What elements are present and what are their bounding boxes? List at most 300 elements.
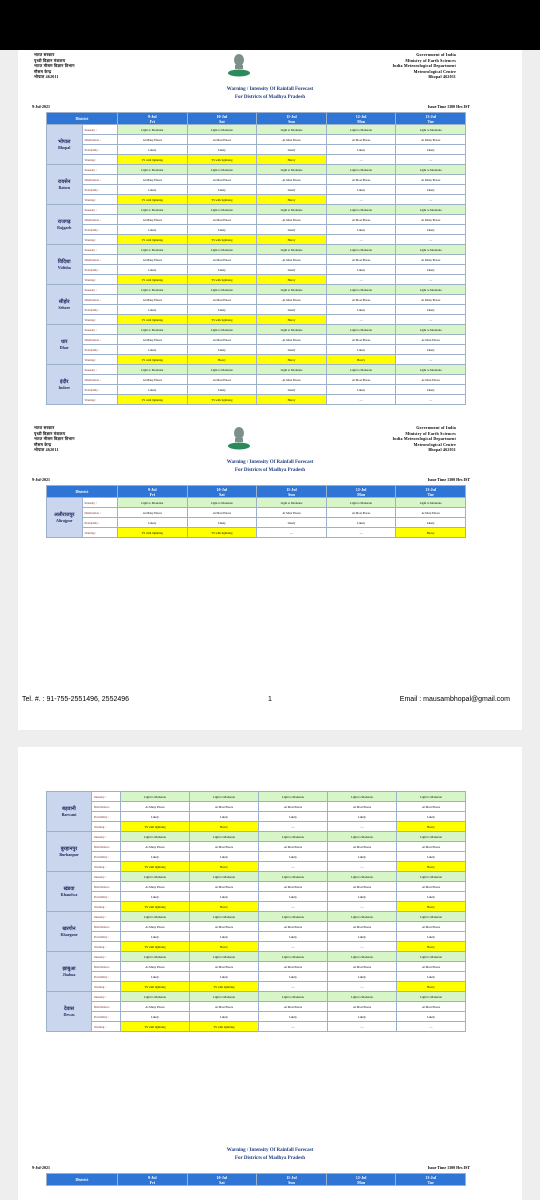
document-page-2 [18, 747, 522, 1200]
column-header-day [396, 486, 466, 498]
forecast-cell: At Most Places [259, 962, 328, 972]
table-row [47, 395, 466, 405]
forecast-cell: — [396, 155, 466, 165]
forecast-cell: — [326, 275, 396, 285]
forecast-cell: Likely [121, 812, 190, 822]
forecast-cell: Light to Moderate [187, 125, 257, 135]
issue-time: Issue Time 1300 Hrs IST [427, 104, 470, 109]
district-name-cell [47, 872, 92, 912]
forecast-cell: TS with lightning [187, 528, 257, 538]
row-label: Warning : [92, 822, 121, 832]
column-weekday: Tue [427, 118, 434, 124]
forecast-cell: Heavy [257, 395, 327, 405]
column-date: 11-Jul [286, 486, 297, 492]
row-label: Distribution : [82, 508, 118, 518]
forecast-cell: Likely [257, 305, 327, 315]
forecast-cell: Likely [257, 385, 327, 395]
forecast-cell: Likely [396, 225, 466, 235]
table-row [47, 932, 466, 942]
forecast-table [46, 791, 466, 1032]
forecast-cell: Likely [118, 145, 188, 155]
forecast-cell: Light to Moderate [118, 245, 188, 255]
district-name-hindi: धार [61, 340, 68, 345]
forecast-cell: — [396, 395, 466, 405]
forecast-cell: Likely [396, 145, 466, 155]
table-row [47, 285, 466, 295]
email: Email : mausambhopal@gmail.com [399, 696, 510, 703]
row-label: Warning : [92, 942, 121, 952]
forecast-cell: At Most Places [259, 882, 328, 892]
district-name-english: Vidisha [57, 265, 71, 270]
row-label: Probability : [92, 1012, 121, 1022]
forecast-cell: At Most Places [187, 175, 257, 185]
forecast-cell: Light to Moderate [259, 912, 328, 922]
forecast-cell: At Most Places [328, 922, 397, 932]
table-row [47, 832, 466, 842]
table-row [47, 892, 466, 902]
forecast-cell: Likely [257, 225, 327, 235]
forecast-cell: Likely [187, 145, 257, 155]
forecast-cell: Light to Moderate [257, 498, 327, 508]
table-row [47, 942, 466, 952]
table-row [47, 205, 466, 215]
table-row [47, 862, 466, 872]
forecast-cell: At Most Places [187, 135, 257, 145]
forecast-date: 9-Jul-2021 [32, 1165, 50, 1170]
forecast-cell: TS with lightning [121, 862, 190, 872]
forecast-cell: Light to Moderate [121, 912, 190, 922]
row-label: Intensity : [82, 365, 118, 375]
table-row [47, 498, 466, 508]
forecast-cell: Light to Moderate [328, 952, 397, 962]
row-label: Distribution : [82, 335, 118, 345]
forecast-cell: Likely [326, 518, 396, 528]
table-row [47, 982, 466, 992]
forecast-cell: Light to Moderate [118, 165, 188, 175]
row-label: Intensity : [82, 165, 118, 175]
forecast-cell: — [328, 1022, 397, 1032]
forecast-cell: Light to Moderate [187, 498, 257, 508]
row-label: Intensity : [82, 498, 118, 508]
forecast-cell: TS with lightning [121, 982, 190, 992]
forecast-cell: Likely [121, 852, 190, 862]
table-row [47, 518, 466, 528]
forecast-cell: Likely [326, 225, 396, 235]
district-name-cell [47, 165, 83, 205]
row-label: Distribution : [82, 175, 118, 185]
forecast-cell: At Most Places [397, 882, 466, 892]
forecast-cell: — [328, 822, 397, 832]
forecast-cell: At Most Places [257, 175, 327, 185]
forecast-cell: At Many Places [118, 508, 188, 518]
issue-time: Issue Time 1300 Hrs IST [427, 1165, 470, 1170]
row-label: Probability : [92, 892, 121, 902]
forecast-cell: Likely [121, 932, 190, 942]
forecast-cell: At Most Places [187, 215, 257, 225]
table-row [47, 125, 466, 135]
national-emblem-icon [226, 425, 252, 451]
district-name-hindi: रायसेन [58, 180, 71, 185]
column-header-day [118, 113, 188, 125]
forecast-cell: At Most Places [190, 882, 259, 892]
forecast-cell: TS with lightning [118, 355, 188, 365]
issue-time: Issue Time 1300 Hrs IST [427, 477, 470, 482]
forecast-cell: Heavy [397, 982, 466, 992]
forecast-cell: Light to Moderate [328, 832, 397, 842]
forecast-cell: At Most Places [396, 508, 466, 518]
table-row [47, 992, 466, 1002]
column-header-day [187, 1174, 257, 1186]
forecast-cell: Light to Moderate [326, 365, 396, 375]
forecast-cell: At Most Places [259, 802, 328, 812]
district-name-english: Alirajpur [56, 518, 73, 523]
forecast-cell: At Many Places [396, 255, 466, 265]
column-header-district: District [47, 113, 118, 125]
forecast-cell: Light to Moderate [397, 872, 466, 882]
district-name-english: Dewas [63, 1012, 75, 1017]
forecast-cell: Light to Moderate [328, 912, 397, 922]
forecast-cell: At Most Places [328, 1002, 397, 1012]
forecast-cell: Likely [118, 345, 188, 355]
column-weekday: Sun [288, 1179, 295, 1185]
forecast-cell: Likely [326, 345, 396, 355]
forecast-cell: Light to Moderate [257, 285, 327, 295]
forecast-cell: Likely [259, 892, 328, 902]
forecast-cell: Light to Moderate [396, 245, 466, 255]
table-row [47, 345, 466, 355]
forecast-cell: TS with lightning [118, 528, 188, 538]
column-weekday: Fri [149, 1179, 155, 1185]
row-label: Warning : [82, 315, 118, 325]
forecast-cell: TS with lightning [187, 235, 257, 245]
forecast-cell: — [396, 315, 466, 325]
forecast-cell: Likely [328, 932, 397, 942]
forecast-cell: Heavy [190, 822, 259, 832]
forecast-cell: Heavy [257, 235, 327, 245]
forecast-cell: — [326, 235, 396, 245]
page-number: 1 [268, 696, 272, 703]
district-name-cell [47, 205, 83, 245]
forecast-cell: At Most Places [190, 802, 259, 812]
forecast-cell: At Most Places [187, 508, 257, 518]
forecast-cell: — [259, 942, 328, 952]
district-name-english: Dhar [59, 345, 69, 350]
forecast-cell: Likely [396, 345, 466, 355]
forecast-cell: At Most Places [328, 802, 397, 812]
forecast-cell: Light to Moderate [259, 832, 328, 842]
forecast-cell: Likely [118, 225, 188, 235]
forecast-date: 9-Jul-2021 [32, 104, 50, 109]
row-label: Distribution : [92, 882, 121, 892]
forecast-cell: — [396, 235, 466, 245]
table-row [47, 882, 466, 892]
column-header-day [257, 113, 327, 125]
forecast-cell: At Most Places [326, 255, 396, 265]
table-row [47, 375, 466, 385]
page-title: Warning / Intensity Of Rainfall Forecast For Districts of Madhya Pradesh [226, 460, 314, 473]
forecast-cell: Likely [328, 852, 397, 862]
forecast-cell: At Many Places [396, 135, 466, 145]
forecast-cell: Light to Moderate [257, 325, 327, 335]
table-row [47, 1012, 466, 1022]
forecast-cell: — [257, 528, 327, 538]
district-name-cell [47, 245, 83, 285]
forecast-cell: — [259, 982, 328, 992]
forecast-cell: Light to Moderate [190, 872, 259, 882]
column-weekday: Mon [357, 118, 366, 124]
forecast-cell: At Most Places [326, 335, 396, 345]
forecast-cell: TS with lightning [187, 395, 257, 405]
forecast-cell: Likely [259, 932, 328, 942]
forecast-cell: Light to Moderate [118, 365, 188, 375]
forecast-cell: At Most Places [257, 215, 327, 225]
district-name-english: Khandwa [60, 892, 78, 897]
forecast-cell: At Many Places [121, 842, 190, 852]
forecast-cell: — [328, 902, 397, 912]
row-label: Distribution : [92, 962, 121, 972]
table-row [47, 225, 466, 235]
forecast-cell: — [397, 1022, 466, 1032]
forecast-cell: At Most Places [397, 802, 466, 812]
column-weekday: Sun [288, 118, 295, 124]
forecast-cell: Heavy [397, 902, 466, 912]
column-date: 9-Jul [147, 1174, 157, 1180]
forecast-cell: At Many Places [396, 295, 466, 305]
district-name-cell [47, 992, 92, 1032]
table-row [47, 1022, 466, 1032]
row-label: Distribution : [82, 135, 118, 145]
forecast-cell: Likely [397, 1012, 466, 1022]
forecast-cell: Light to Moderate [190, 832, 259, 842]
forecast-cell: At Many Places [121, 882, 190, 892]
forecast-table [46, 485, 466, 538]
forecast-cell: Light to Moderate [187, 165, 257, 175]
column-weekday: Tue [427, 491, 434, 497]
row-label: Distribution : [82, 215, 118, 225]
forecast-cell: At Most Places [396, 335, 466, 345]
district-name-cell [47, 952, 92, 992]
forecast-cell: — [396, 195, 466, 205]
district-name-hindi: भोपाल [58, 140, 71, 145]
forecast-cell: Light to Moderate [326, 285, 396, 295]
forecast-cell: Light to Moderate [118, 325, 188, 335]
row-label: Distribution : [82, 295, 118, 305]
table-row [47, 962, 466, 972]
forecast-cell: At Most Places [190, 922, 259, 932]
column-date: 13-Jul [425, 113, 437, 119]
forecast-cell: TS with lightning [118, 155, 188, 165]
table-row [47, 195, 466, 205]
forecast-cell: Likely [326, 185, 396, 195]
table-row [47, 508, 466, 518]
column-header-day [257, 1174, 327, 1186]
forecast-cell: Heavy [257, 195, 327, 205]
column-header-day [187, 113, 257, 125]
column-date: 9-Jul [147, 486, 157, 492]
forecast-cell: At Most Places [257, 255, 327, 265]
table-row [47, 325, 466, 335]
forecast-cell: Heavy [257, 315, 327, 325]
forecast-cell: Light to Moderate [397, 912, 466, 922]
forecast-cell: At Most Places [326, 215, 396, 225]
forecast-cell: Light to Moderate [257, 205, 327, 215]
column-header-district: District [47, 486, 118, 498]
forecast-cell: Heavy [190, 862, 259, 872]
forecast-cell: Likely [326, 145, 396, 155]
forecast-cell: Likely [187, 305, 257, 315]
table-row [47, 255, 466, 265]
row-label: Warning : [82, 355, 118, 365]
forecast-cell: At Most Places [326, 375, 396, 385]
column-header-day [187, 486, 257, 498]
forecast-cell: Light to Moderate [396, 165, 466, 175]
column-weekday: Mon [357, 1179, 366, 1185]
column-weekday: Sat [219, 1179, 225, 1185]
forecast-cell: Light to Moderate [326, 325, 396, 335]
forecast-cell: Likely [397, 932, 466, 942]
page-title: Warning / Intensity Of Rainfall Forecast For Districts of Madhya Pradesh [226, 87, 314, 100]
forecast-cell: At Many Places [121, 962, 190, 972]
forecast-cell: Light to Moderate [118, 498, 188, 508]
row-label: Distribution : [92, 1002, 121, 1012]
forecast-cell: At Many Places [118, 375, 188, 385]
forecast-cell: At Many Places [118, 335, 188, 345]
forecast-cell: TS with lightning [118, 235, 188, 245]
district-name-english: Bhopal [58, 145, 71, 150]
forecast-cell: Light to Moderate [118, 285, 188, 295]
forecast-cell: Heavy [326, 355, 396, 365]
letterhead-english: Government of India Ministry of Earth Sciences India Meteorological Department Meteorological Centre Bhopal 462011 [392, 52, 456, 80]
forecast-cell: At Many Places [396, 175, 466, 185]
forecast-cell: Light to Moderate [396, 365, 466, 375]
district-name-hindi: बड़वानी [62, 807, 76, 812]
column-header-day [326, 113, 396, 125]
district-name-english: Barwani [61, 812, 77, 817]
table-row [47, 335, 466, 345]
forecast-cell: Likely [118, 305, 188, 315]
district-name-hindi: राजगढ़ [57, 220, 71, 225]
forecast-cell: Likely [187, 185, 257, 195]
forecast-cell: — [328, 982, 397, 992]
forecast-cell: Light to Moderate [326, 205, 396, 215]
forecast-cell: Likely [190, 892, 259, 902]
forecast-cell: Light to Moderate [397, 832, 466, 842]
letterhead-english: Government of India Ministry of Earth Sciences India Meteorological Department Meteorological Centre Bhopal 462011 [392, 425, 456, 453]
column-date: 13-Jul [425, 1174, 437, 1180]
forecast-cell: At Most Places [397, 922, 466, 932]
forecast-cell: Heavy [257, 355, 327, 365]
forecast-cell: At Most Places [257, 295, 327, 305]
forecast-cell: Light to Moderate [187, 285, 257, 295]
table-row [47, 235, 466, 245]
forecast-cell: Likely [190, 812, 259, 822]
row-label: Intensity : [92, 912, 121, 922]
forecast-cell: Light to Moderate [187, 245, 257, 255]
column-header-day [257, 486, 327, 498]
forecast-cell: At Many Places [121, 1002, 190, 1012]
forecast-cell: At Many Places [118, 135, 188, 145]
row-label: Distribution : [82, 255, 118, 265]
forecast-cell: TS with lightning [121, 942, 190, 952]
forecast-cell: Light to Moderate [187, 325, 257, 335]
forecast-cell: — [259, 822, 328, 832]
forecast-cell: At Most Places [328, 842, 397, 852]
district-name-cell [47, 498, 83, 538]
forecast-cell: Likely [187, 518, 257, 528]
district-name-hindi: झाबुआ [62, 967, 76, 972]
table-row [47, 802, 466, 812]
district-name-hindi: खंडवा [63, 887, 75, 892]
forecast-cell: At Most Places [326, 295, 396, 305]
row-label: Warning : [92, 902, 121, 912]
table-row [47, 872, 466, 882]
row-label: Probability : [82, 265, 118, 275]
forecast-cell: — [326, 155, 396, 165]
forecast-cell: TS with lightning [187, 195, 257, 205]
forecast-cell: Likely [328, 812, 397, 822]
row-label: Probability : [82, 305, 118, 315]
forecast-cell: Light to Moderate [121, 792, 190, 802]
letterhead-hindi: भारत सरकार पृथ्वी विज्ञान मंत्रालय भारत मौसम विज्ञान विभाग मौसम केन्द्र भोपाल 462011 [34, 52, 75, 80]
forecast-cell: Likely [257, 145, 327, 155]
forecast-cell: Likely [187, 345, 257, 355]
forecast-cell: Likely [259, 852, 328, 862]
table-row [47, 165, 466, 175]
district-name-hindi: देवास [63, 1007, 75, 1012]
forecast-cell: Light to Moderate [396, 205, 466, 215]
forecast-cell: Heavy [257, 275, 327, 285]
forecast-cell: At Most Places [397, 1002, 466, 1012]
row-label: Warning : [82, 528, 118, 538]
row-label: Probability : [82, 185, 118, 195]
forecast-cell: Light to Moderate [396, 325, 466, 335]
table-row [47, 275, 466, 285]
district-name-english: Burhanpur [59, 852, 79, 857]
row-label: Warning : [92, 1022, 121, 1032]
row-label: Probability : [82, 345, 118, 355]
forecast-cell: At Many Places [121, 802, 190, 812]
forecast-cell: Likely [326, 265, 396, 275]
column-header-day [326, 1174, 396, 1186]
forecast-cell: Light to Moderate [257, 165, 327, 175]
district-name-hindi: विदिशा [57, 260, 71, 265]
forecast-cell: Light to Moderate [190, 912, 259, 922]
table-row [47, 972, 466, 982]
forecast-cell: At Most Places [259, 1002, 328, 1012]
row-label: Warning : [92, 982, 121, 992]
row-label: Probability : [82, 145, 118, 155]
forecast-cell: Likely [190, 852, 259, 862]
forecast-cell: At Most Places [257, 135, 327, 145]
district-name-cell [47, 792, 92, 832]
forecast-cell: Likely [259, 812, 328, 822]
forecast-cell: Likely [257, 518, 327, 528]
forecast-cell: Likely [397, 812, 466, 822]
forecast-cell: Light to Moderate [326, 245, 396, 255]
column-date: 10-Jul [216, 486, 228, 492]
forecast-cell: Likely [257, 345, 327, 355]
forecast-cell: Light to Moderate [326, 165, 396, 175]
forecast-cell: At Most Places [257, 335, 327, 345]
forecast-cell: At Most Places [187, 335, 257, 345]
table-row [47, 215, 466, 225]
forecast-cell: Likely [121, 1012, 190, 1022]
forecast-cell: Light to Moderate [121, 952, 190, 962]
row-label: Intensity : [82, 325, 118, 335]
column-date: 11-Jul [286, 1174, 297, 1180]
forecast-cell: Light to Moderate [118, 205, 188, 215]
forecast-cell: At Most Places [328, 962, 397, 972]
